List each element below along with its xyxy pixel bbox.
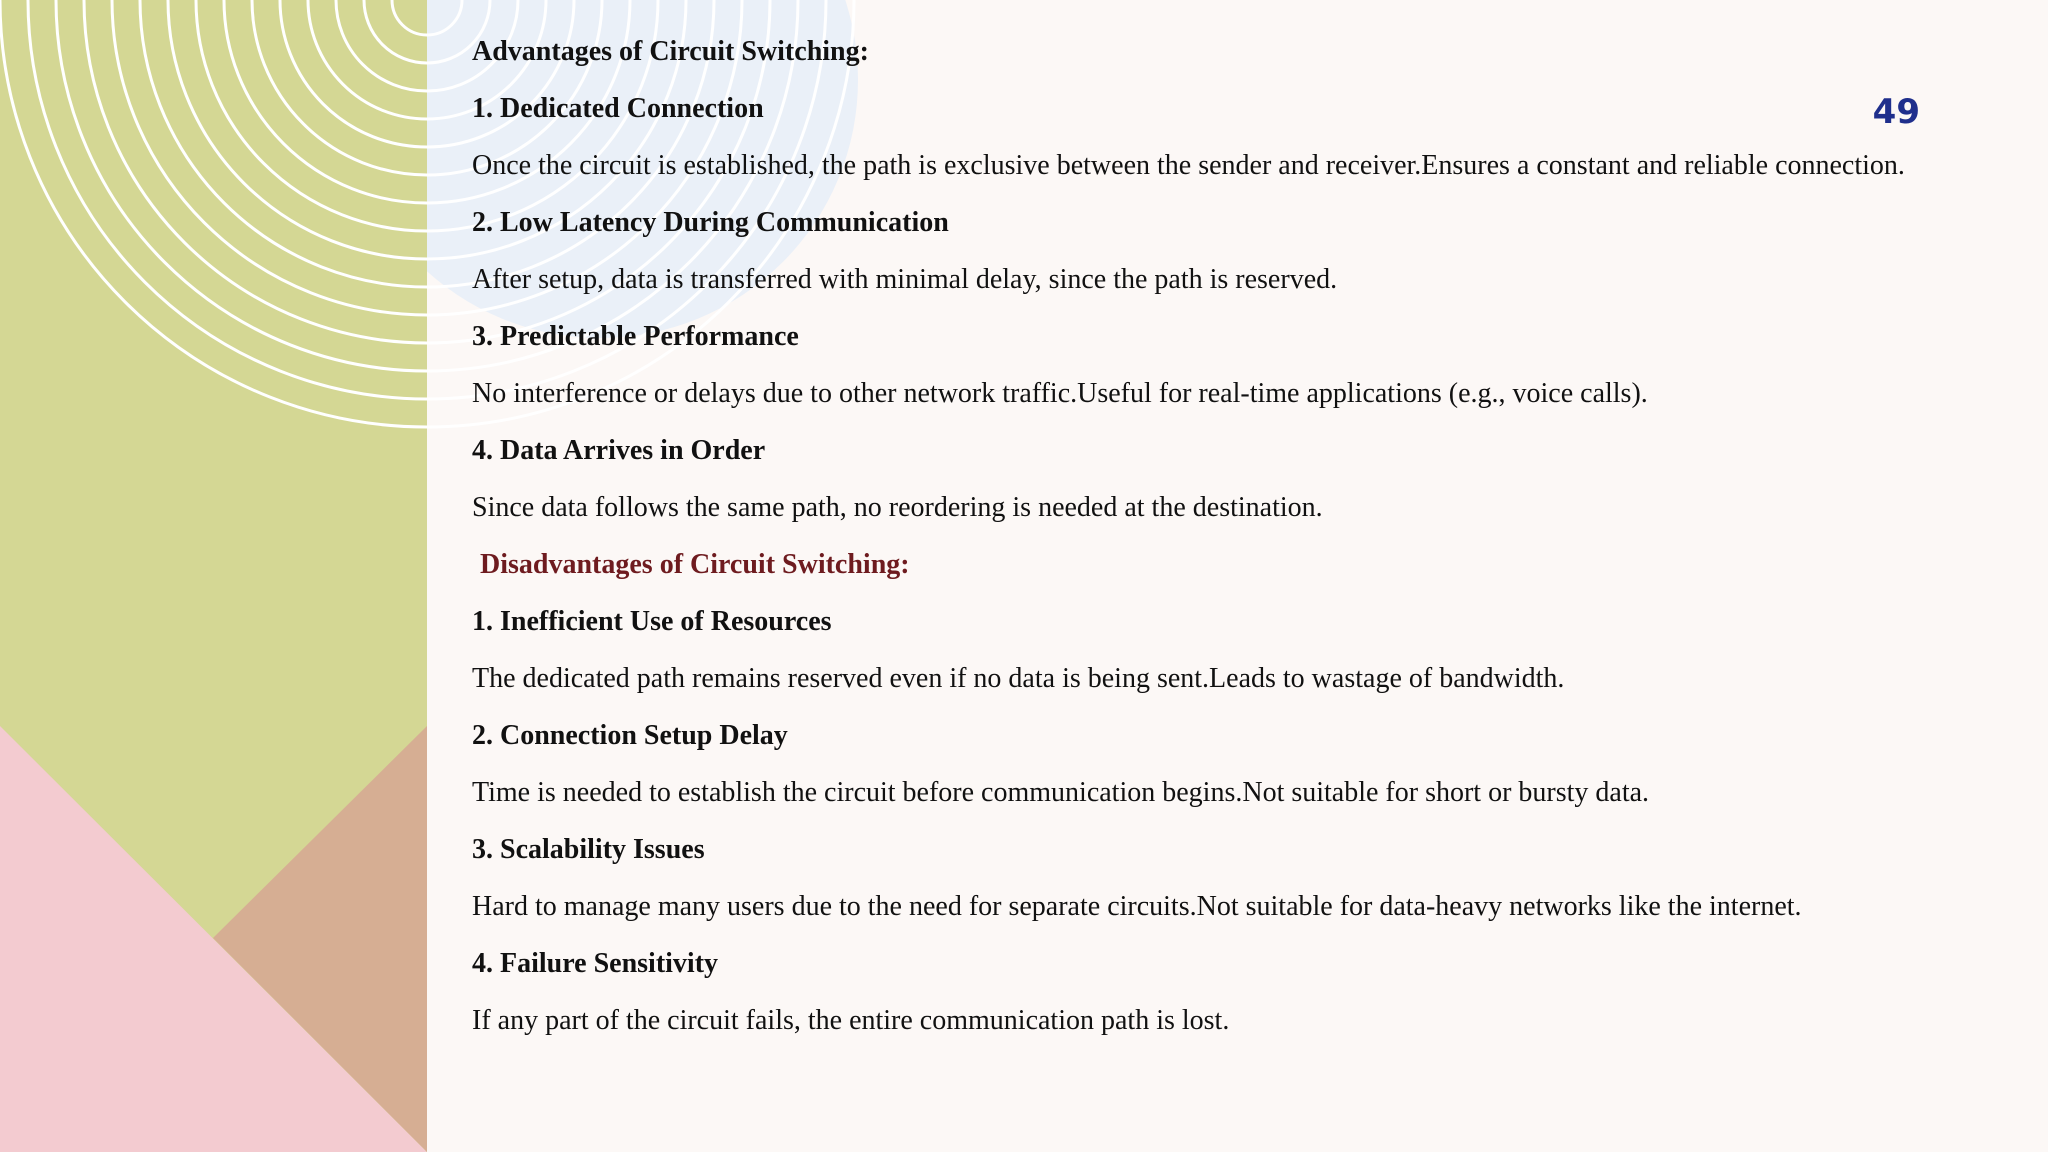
advantage-text-1: Once the circuit is established, the path is exclusive between the sender and receiver.Ensures a constant and reliable connection. [472,150,1905,181]
slide-content [472,34,1932,1060]
page-number: 49 [1872,92,1920,132]
disadvantage-text-1: The dedicated path remains reserved even if no data is being sent.Leads to wastage of bandwidth. [472,663,1565,694]
advantages-title: Advantages of Circuit Switching: [472,36,869,67]
disadvantage-text-4: If any part of the circuit fails, the entire communication path is lost. [472,1005,1230,1036]
disadvantage-text-2: Time is needed to establish the circuit before communication begins.Not suitable for short or bursty data. [472,777,1650,808]
disadvantage-heading-4: 4. Failure Sensitivity [472,948,719,979]
advantage-text-2: After setup, data is transferred with minimal delay, since the path is reserved. [472,264,1338,295]
advantage-heading-3: 3. Predictable Performance [472,321,799,352]
advantage-heading-4: 4. Data Arrives in Order [472,435,766,466]
advantage-text-4: Since data follows the same path, no reordering is needed at the destination. [472,492,1323,523]
disadvantage-heading-1: 1. Inefficient Use of Resources [472,606,832,637]
disadvantages-title: Disadvantages of Circuit Switching: [480,549,910,580]
disadvantage-heading-2: 2. Connection Setup Delay [472,720,788,751]
advantage-heading-2: 2. Low Latency During Communication [472,207,949,238]
advantage-text-3: No interference or delays due to other network traffic.Useful for real-time applications (e.g., voice calls). [472,378,1648,409]
advantage-heading-1: 1. Dedicated Connection [472,93,764,124]
disadvantage-text-3: Hard to manage many users due to the need for separate circuits.Not suitable for data-heavy networks like the internet. [472,891,1802,922]
disadvantage-heading-3: 3. Scalability Issues [472,834,705,865]
